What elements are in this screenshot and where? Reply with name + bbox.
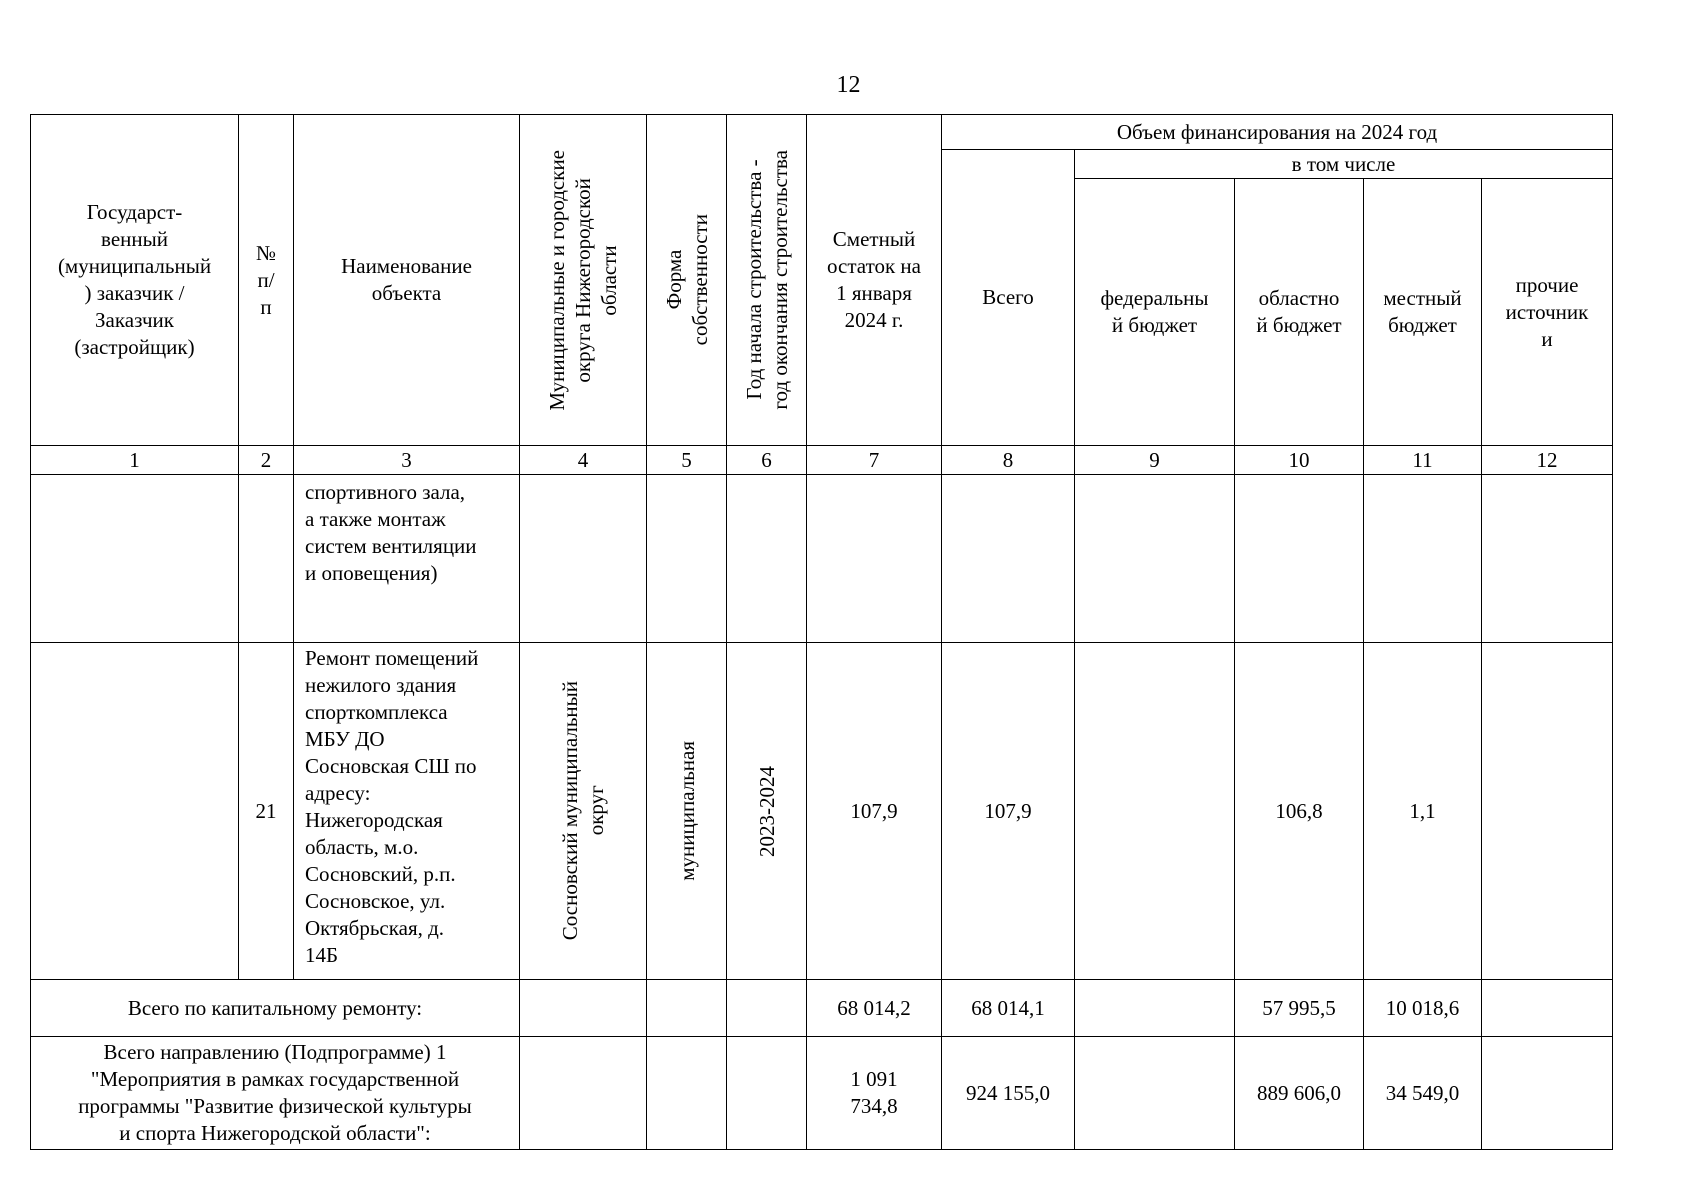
- col-num-7: 7: [807, 446, 942, 475]
- header-remainder: Сметный остаток на 1 января 2024 г.: [807, 115, 942, 446]
- header-local: местный бюджет: [1364, 179, 1482, 446]
- header-total: Всего: [942, 150, 1075, 446]
- table-row-21: [31, 643, 1613, 980]
- col-num-12: 12: [1482, 446, 1613, 475]
- row21-years: 2023-2024: [727, 643, 807, 980]
- header-funding-group: Объем финансирования на 2024 год: [942, 115, 1613, 150]
- total-capital-local: 10 018,6: [1364, 980, 1482, 1037]
- total-capital-federal: [1075, 980, 1235, 1037]
- header-regional: областно й бюджет: [1235, 179, 1364, 446]
- header-num: № п/ п: [239, 115, 294, 446]
- table-row-total-direction: [31, 1037, 1613, 1150]
- table-row-total-capital-repair: [31, 980, 1613, 1037]
- total-direction-label: Всего направлению (Подпрограмме) 1 "Мероприятия в рамках государственной программы "Развитие физической культуры и спорта Нижегородской области":: [31, 1037, 520, 1150]
- total-direction-federal: [1075, 1037, 1235, 1150]
- header-other: прочие источник и: [1482, 179, 1613, 446]
- col-num-2: 2: [239, 446, 294, 475]
- row21-regional: 106,8: [1235, 643, 1364, 980]
- col-num-1: 1: [31, 446, 239, 475]
- table-row-continued: [31, 475, 1613, 643]
- page-number: 12: [836, 72, 861, 98]
- row21-remainder: 107,9: [807, 643, 942, 980]
- total-direction-remainder: 1 091 734,8: [807, 1037, 942, 1150]
- total-capital-other: [1482, 980, 1613, 1037]
- col-num-8: 8: [942, 446, 1075, 475]
- col-num-4: 4: [520, 446, 647, 475]
- column-number-row: [31, 446, 1613, 475]
- row21-other: [1482, 643, 1613, 980]
- row21-num: 21: [239, 643, 294, 980]
- total-direction-total: 924 155,0: [942, 1037, 1075, 1150]
- total-direction-local: 34 549,0: [1364, 1037, 1482, 1150]
- header-municipality: Муниципальные и городские округа Нижегородской области: [520, 115, 647, 446]
- total-direction-other: [1482, 1037, 1613, 1150]
- financing-table: [30, 114, 1613, 1150]
- total-capital-label: Всего по капитальному ремонту:: [31, 980, 520, 1037]
- row21-total: 107,9: [942, 643, 1075, 980]
- header-customer: Государст- венный (муниципальный ) заказчик / Заказчик (застройщик): [31, 115, 239, 446]
- row21-municipality: Сосновский муниципальный округ: [520, 643, 647, 980]
- total-capital-regional: 57 995,5: [1235, 980, 1364, 1037]
- header-federal: федеральны й бюджет: [1075, 179, 1235, 446]
- row21-federal: [1075, 643, 1235, 980]
- header-row-1: [31, 115, 1613, 150]
- total-direction-regional: 889 606,0: [1235, 1037, 1364, 1150]
- col-num-5: 5: [647, 446, 727, 475]
- header-ownership: Форма собственности: [647, 115, 727, 446]
- row21-object-name: Ремонт помещений нежилого здания спорткомплекса МБУ ДО Сосновская СШ по адресу: Нижегородская область, м.о. Сосновский, р.п. Сосновское, ул. Октябрьская, д. 14Б: [294, 643, 520, 980]
- total-capital-total: 68 014,1: [942, 980, 1075, 1037]
- col-num-3: 3: [294, 446, 520, 475]
- header-object-name: Наименование объекта: [294, 115, 520, 446]
- total-capital-remainder: 68 014,2: [807, 980, 942, 1037]
- row21-ownership: муниципальная: [647, 643, 727, 980]
- continued-object-name: спортивного зала, а также монтаж систем вентиляции и оповещения): [294, 475, 520, 643]
- col-num-10: 10: [1235, 446, 1364, 475]
- row21-local: 1,1: [1364, 643, 1482, 980]
- col-num-9: 9: [1075, 446, 1235, 475]
- header-years: Год начала строительства - год окончания строительства: [727, 115, 807, 446]
- header-including: в том числе: [1075, 150, 1613, 179]
- col-num-6: 6: [727, 446, 807, 475]
- col-num-11: 11: [1364, 446, 1482, 475]
